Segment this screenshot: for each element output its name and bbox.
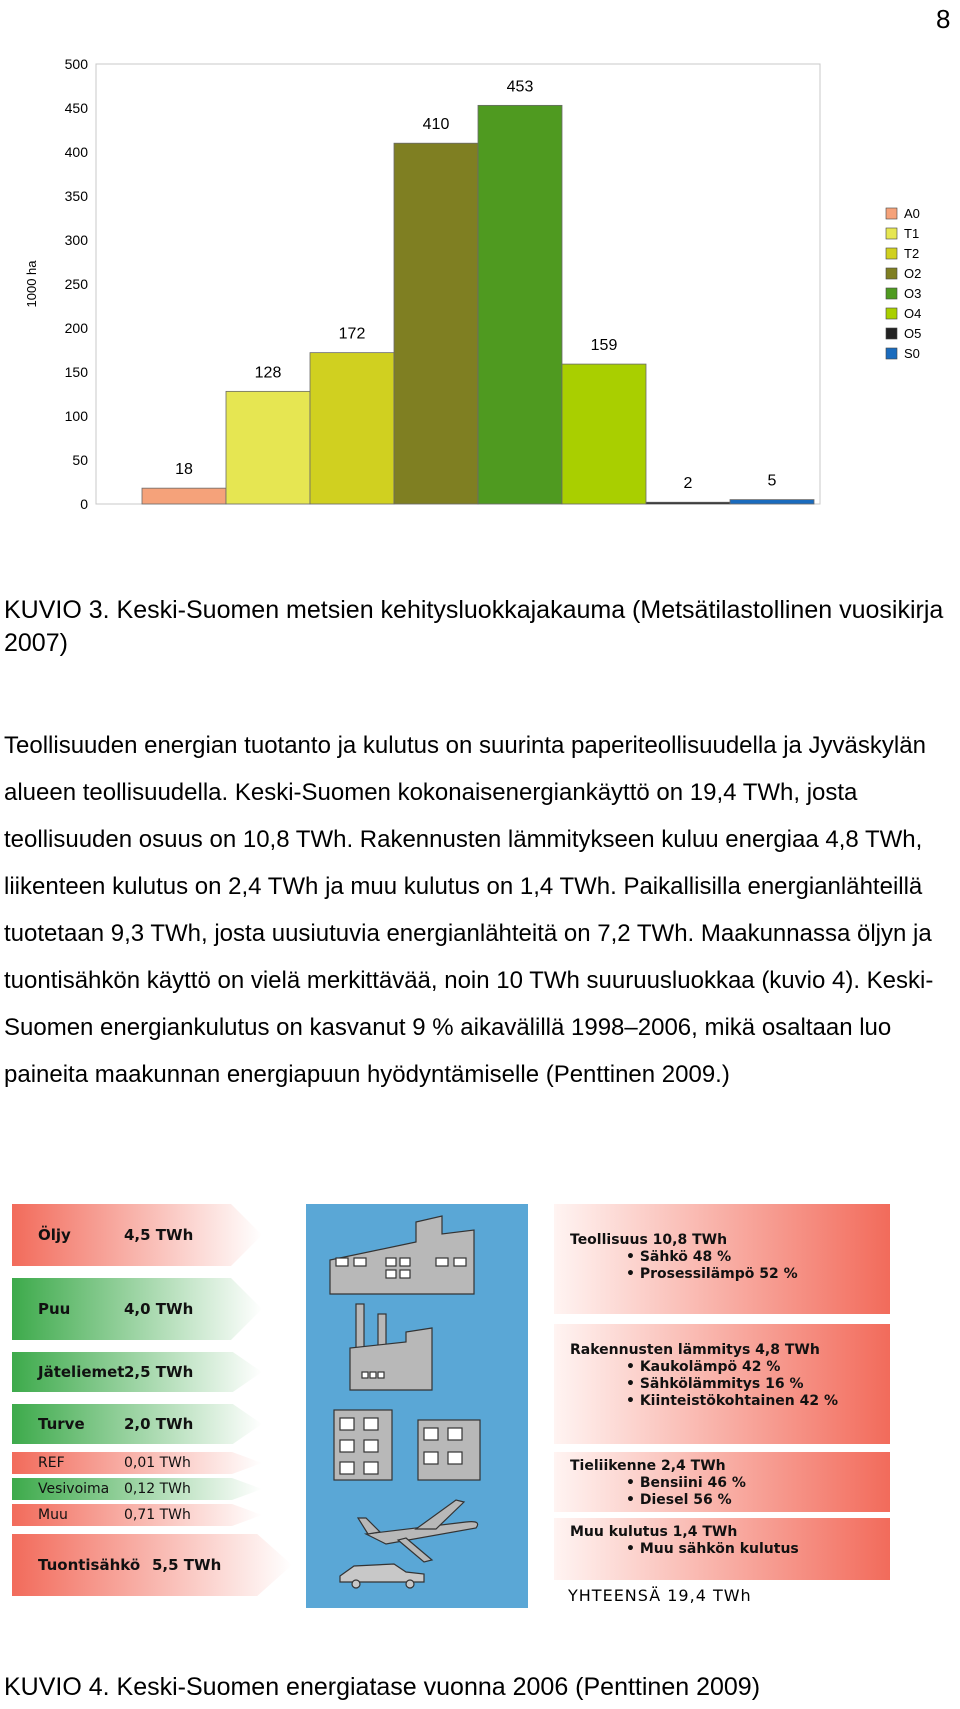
consumption-heading: Rakennusten lämmitys 4,8 TWh xyxy=(570,1342,820,1358)
legend-label-S0: S0 xyxy=(904,346,920,361)
consumption-item: • Prosessilämpö 52 % xyxy=(626,1266,798,1282)
consumption-heading: Tieliikenne 2,4 TWh xyxy=(570,1458,726,1474)
consumption-box xyxy=(554,1324,890,1444)
consumption-text xyxy=(570,1524,799,1558)
bar-chart xyxy=(0,50,940,520)
bar-S0 xyxy=(730,500,814,504)
input-arrow xyxy=(12,1504,262,1526)
input-source-name: Turve xyxy=(38,1415,85,1433)
figure-3-caption: KUVIO 3. Keski-Suomen metsien kehitysluokkajakauma (Metsätilastollinen vuosikirja 2007) xyxy=(4,596,944,657)
car-icon xyxy=(340,1564,424,1588)
legend-swatch-O5 xyxy=(886,328,897,339)
consumption-text xyxy=(570,1342,838,1410)
consumption-item: • Bensiini 46 % xyxy=(626,1475,746,1491)
legend-swatch-S0 xyxy=(886,348,897,359)
house-icon xyxy=(418,1420,480,1480)
input-arrow xyxy=(12,1278,262,1340)
legend-label-O5: O5 xyxy=(904,326,922,341)
legend-swatch-A0 xyxy=(886,208,897,219)
y-tick-label: 300 xyxy=(64,232,88,248)
bar-T2 xyxy=(310,353,394,504)
legend-swatch-T1 xyxy=(886,228,897,239)
bar-O5 xyxy=(646,502,730,504)
input-arrow xyxy=(12,1478,262,1500)
legend-label-A0: A0 xyxy=(904,206,920,221)
y-tick-label: 150 xyxy=(64,364,88,380)
input-source-name: Jäteliemet xyxy=(38,1363,125,1381)
data-label-T2: 172 xyxy=(338,325,366,343)
bar-O3 xyxy=(478,105,562,504)
apartment-building-icon xyxy=(334,1410,392,1480)
factory-icon xyxy=(330,1216,474,1294)
consumption-box xyxy=(554,1452,890,1512)
consumption-text xyxy=(570,1458,746,1509)
bar-T1 xyxy=(226,391,310,504)
input-arrow xyxy=(12,1452,262,1474)
consumption-heading: Teollisuus 10,8 TWh xyxy=(570,1232,728,1248)
legend-swatch-O4 xyxy=(886,308,897,319)
input-source-name: Puu xyxy=(38,1300,71,1318)
consumption-box xyxy=(554,1518,890,1580)
data-label-A0: 18 xyxy=(175,461,193,479)
y-tick-label: 50 xyxy=(72,452,88,468)
y-tick-label: 250 xyxy=(64,276,88,292)
y-tick-label: 500 xyxy=(64,56,88,72)
data-label-S0: 5 xyxy=(767,472,777,490)
input-source-value: 5,5 TWh xyxy=(152,1556,222,1574)
input-source-name: REF xyxy=(38,1455,65,1471)
input-source-name: Vesivoima xyxy=(38,1481,110,1497)
bar-A0 xyxy=(142,488,226,504)
data-label-O2: 410 xyxy=(422,116,450,134)
buildings-illustration xyxy=(306,1204,528,1608)
input-source-value: 2,0 TWh xyxy=(124,1415,194,1433)
data-label-T1: 128 xyxy=(254,364,282,382)
page-number: 8 xyxy=(936,4,951,34)
y-tick-label: 450 xyxy=(64,100,88,116)
region-illustration-panel xyxy=(306,1204,528,1608)
y-axis-title: 1000 ha xyxy=(24,260,39,308)
legend-label-O3: O3 xyxy=(904,286,922,301)
power-plant-icon xyxy=(350,1304,432,1390)
data-label-O4: 159 xyxy=(590,337,618,355)
paragraph-text: Teollisuuden energian tuotanto ja kulutus on suurinta paperiteollisuudella ja Jyväskylän alueen teollisuudella. Keski-Suomen kokonaisenergiankäyttö on 19,4 TWh, josta teollisuuden osuus on 10,8 TWh. Rakennusten lämmitykseen kuluu energiaa 4,8 TWh, liikenteen kulutus on 2,4 TWh ja muu kulutus on 1,4 TWh. Paikallisilla energianlähteillä tuotetaan 9,3 TWh, josta uusiutuvia energianlähteitä on 7,2 TWh. Maakunnassa öljyn ja tuontisähkön käyttö on vielä merkittävää, noin 10 TWh suuruusluokkaa (kuvio 4). Keski-Suomen energiankulutus on kasvanut 9 % aikavälillä 1998–2006, mikä osaltaan luo paineita maakunnan energiapuun hyödyntämiselle (Penttinen 2009.) xyxy=(4,732,934,1088)
input-source-value: 4,5 TWh xyxy=(124,1226,194,1244)
legend-label-T2: T2 xyxy=(904,246,920,261)
legend-label-T1: T1 xyxy=(904,226,920,241)
bar-O4 xyxy=(562,364,646,504)
airplane-icon xyxy=(358,1500,478,1562)
data-label-O3: 453 xyxy=(506,78,534,96)
consumption-heading: Muu kulutus 1,4 TWh xyxy=(570,1524,738,1540)
input-source-value: 4,0 TWh xyxy=(124,1300,194,1318)
y-tick-label: 200 xyxy=(64,320,88,336)
legend-label-O2: O2 xyxy=(904,266,922,281)
consumption-box xyxy=(554,1204,890,1314)
legend-swatch-T2 xyxy=(886,248,897,259)
input-source-value: 0,71 TWh xyxy=(124,1507,191,1523)
input-source-value: 2,5 TWh xyxy=(124,1363,194,1381)
input-source-name: Öljy xyxy=(38,1226,71,1244)
consumption-item: • Sähkö 48 % xyxy=(626,1249,732,1265)
energy-total: YHTEENSÄ 19,4 TWh xyxy=(568,1586,752,1605)
bar-O2 xyxy=(394,143,478,504)
data-label-O5: 2 xyxy=(683,475,693,493)
consumption-item: • Kiinteistökohtainen 42 % xyxy=(626,1393,839,1409)
y-tick-label: 100 xyxy=(64,408,88,424)
input-arrow xyxy=(12,1534,292,1596)
input-arrow xyxy=(12,1352,262,1392)
y-tick-label: 400 xyxy=(64,144,88,160)
consumption-item: • Sähkölämmitys 16 % xyxy=(626,1376,804,1392)
legend-swatch-O2 xyxy=(886,268,897,279)
input-arrow xyxy=(12,1404,262,1444)
y-tick-label: 350 xyxy=(64,188,88,204)
consumption-text xyxy=(570,1232,798,1283)
y-tick-label: 0 xyxy=(80,496,88,512)
energy-balance-diagram xyxy=(10,1196,910,1626)
legend-swatch-O3 xyxy=(886,288,897,299)
input-source-value: 0,01 TWh xyxy=(124,1455,191,1471)
consumption-item: • Muu sähkön kulutus xyxy=(626,1541,799,1557)
figure-4-caption: KUVIO 4. Keski-Suomen energiatase vuonna 2006 (Penttinen 2009) xyxy=(4,1673,761,1701)
input-source-name: Tuontisähkö xyxy=(38,1556,141,1574)
input-source-value: 0,12 TWh xyxy=(124,1481,191,1497)
consumption-item: • Diesel 56 % xyxy=(626,1492,732,1508)
input-arrow xyxy=(12,1204,262,1266)
consumption-item: • Kaukolämpö 42 % xyxy=(626,1359,781,1375)
input-source-name: Muu xyxy=(38,1507,68,1523)
body-paragraph xyxy=(4,722,948,1098)
legend-label-O4: O4 xyxy=(904,306,922,321)
